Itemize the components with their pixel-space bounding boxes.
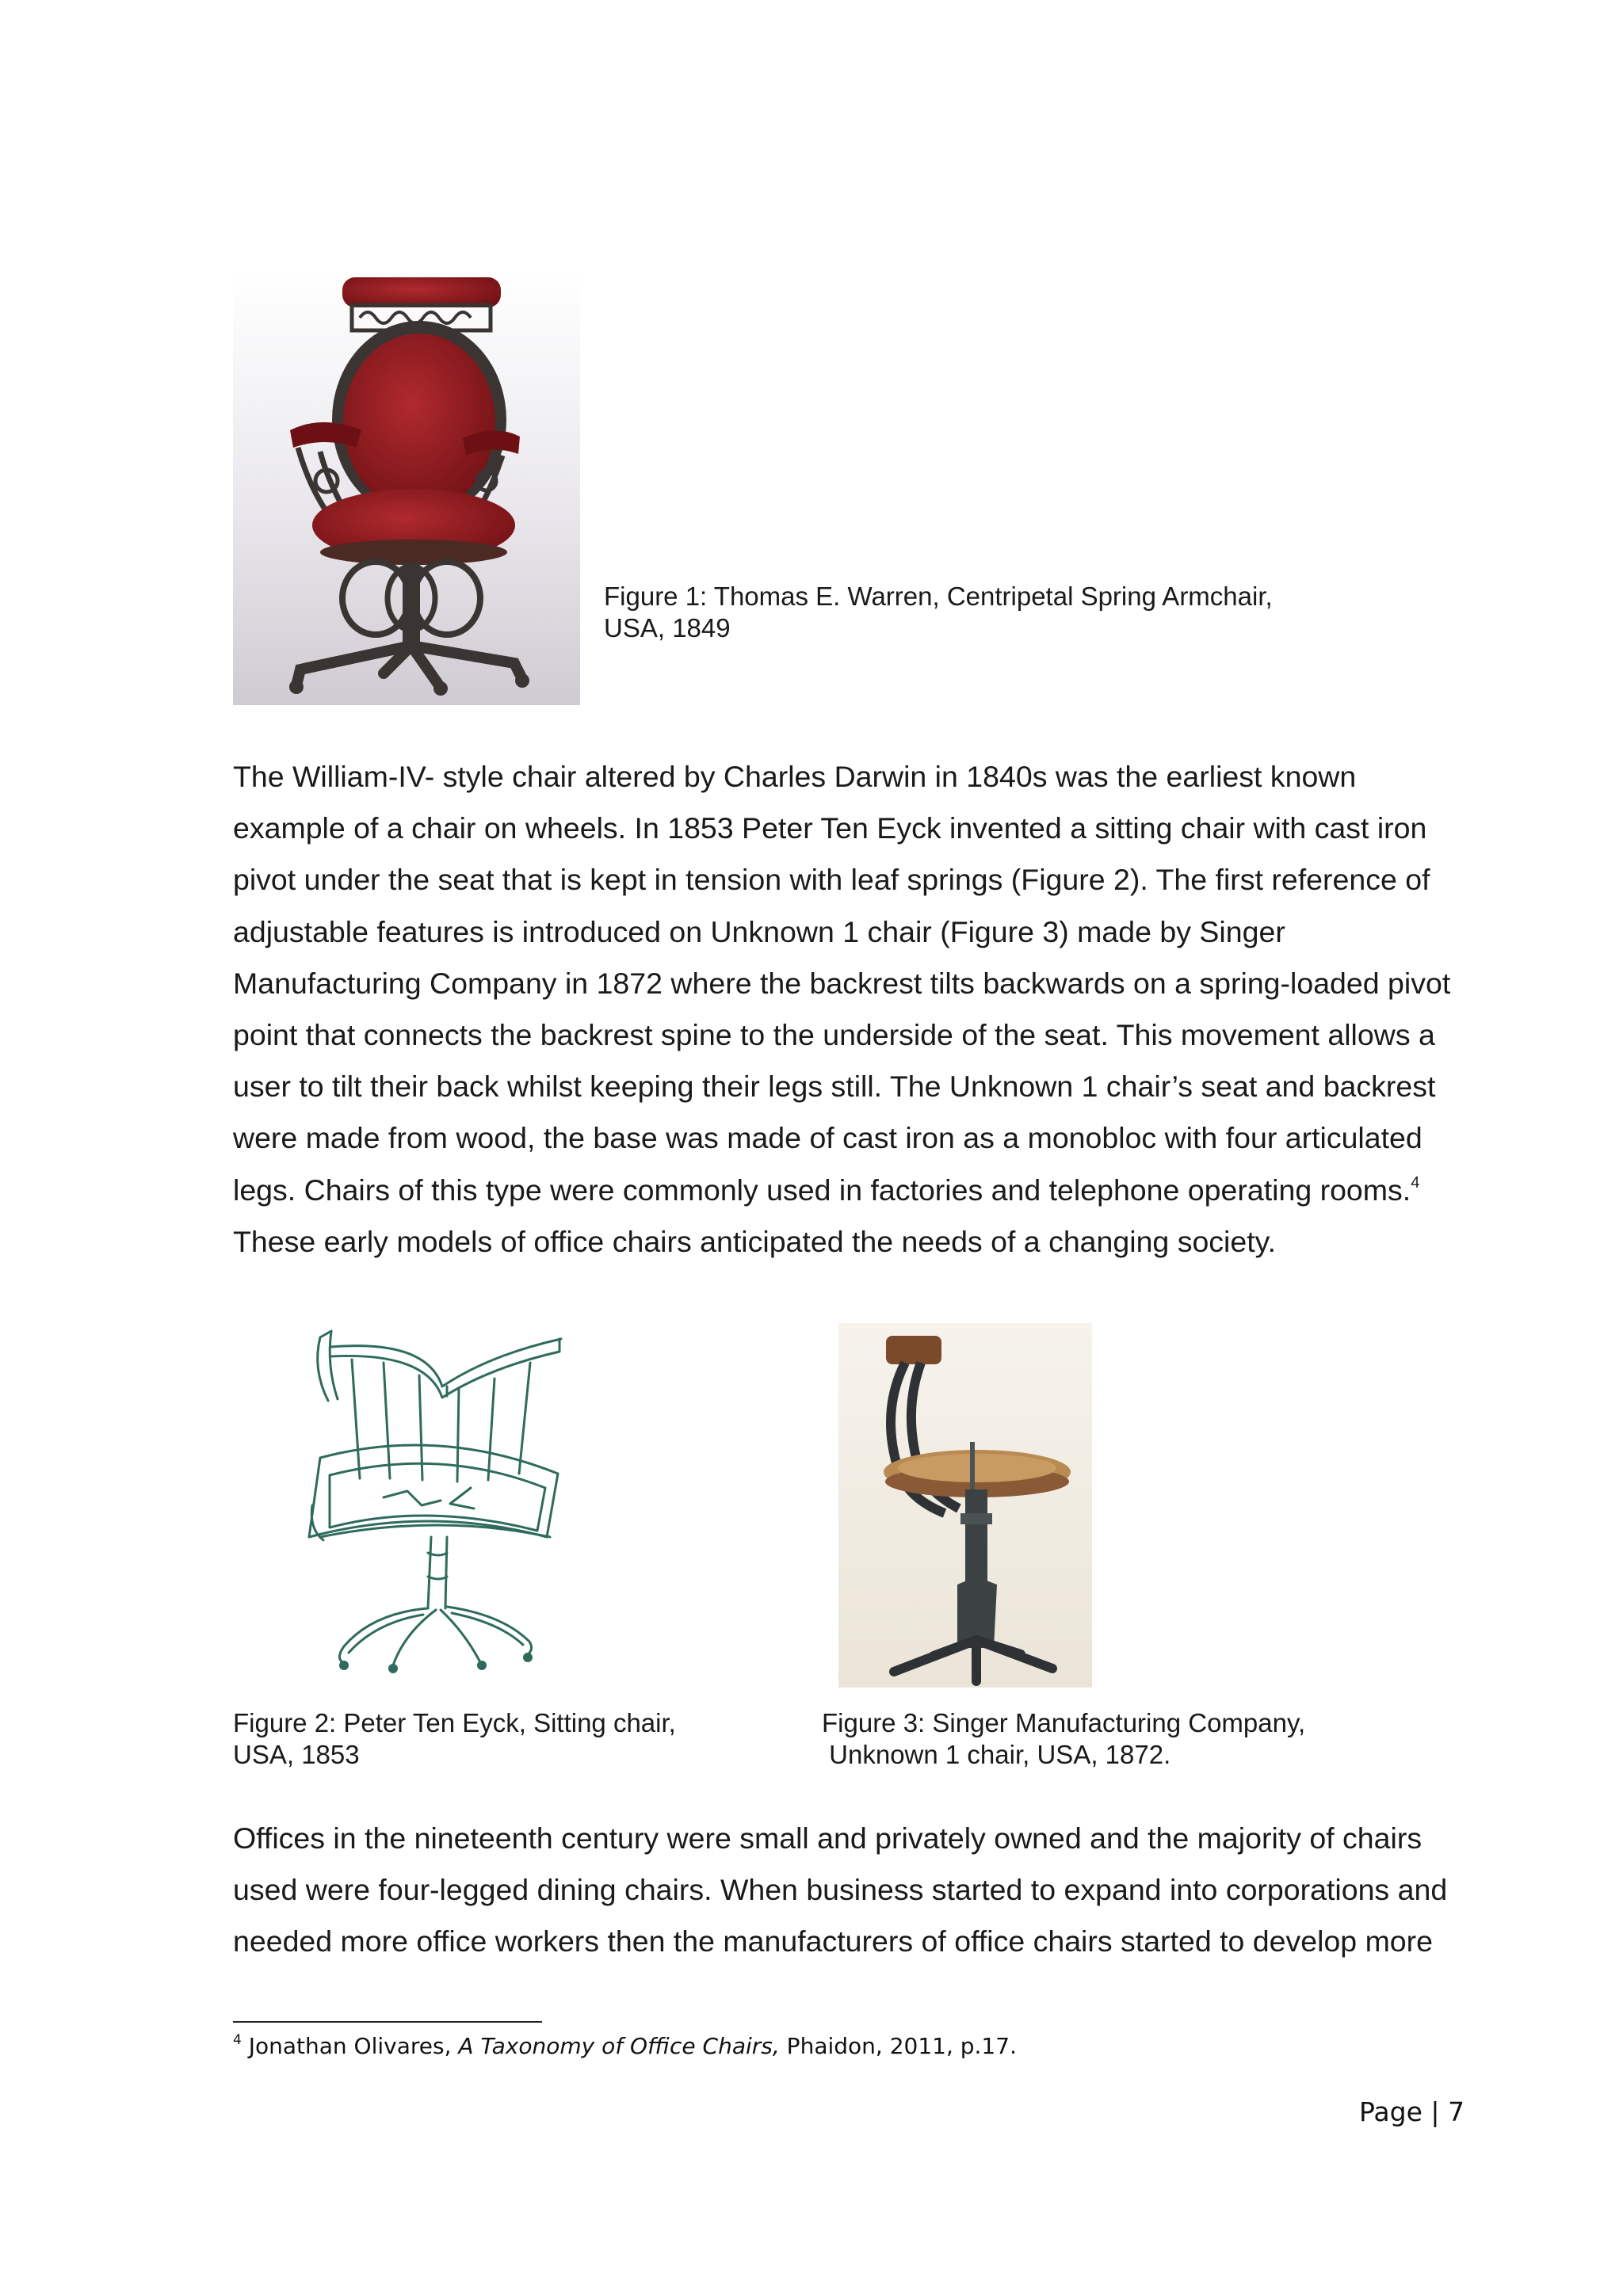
page-number-value: 7 — [1448, 2096, 1465, 2127]
footnote — [233, 2033, 1017, 2059]
figure-1-image — [233, 273, 580, 705]
figure-3-image — [838, 1323, 1092, 1688]
footnote-publisher: Phaidon, 2011, p.17. — [779, 2033, 1017, 2059]
paragraph-1-line: adjustable features is introduced on Unknown 1 chair (Figure 3) made by Singer — [233, 914, 1285, 948]
figure-2-caption — [233, 1707, 676, 1771]
paragraph-1-line-text: legs. Chairs of this type were commonly used in factories and telephone operating rooms. — [233, 1173, 1411, 1207]
paragraph-1-line: user to tilt their back whilst keeping their legs still. The Unknown 1 chair’s seat and backrest — [233, 1070, 1436, 1104]
paragraph-2-line: Offices in the nineteenth century were small and privately owned and the majority of chairs — [233, 1821, 1423, 1855]
figure-1-caption-line-1: Figure 1: Thomas E. Warren, Centripetal Spring Armchair, — [604, 582, 1273, 611]
figure-3-caption — [822, 1707, 1305, 1771]
figure-2-caption-line-2: USA, 1853 — [233, 1740, 360, 1769]
figure-2-caption-line-1: Figure 2: Peter Ten Eyck, Sitting chair, — [233, 1708, 676, 1737]
paragraph-1-line-with-footnote — [233, 1165, 1485, 1216]
paragraph-1-line: were made from wood, the base was made of cast iron as a monobloc with four articulated — [233, 1121, 1423, 1155]
paragraph-2-line: used were four-legged dining chairs. When business started to expand into corporations and — [233, 1873, 1448, 1907]
body-paragraph-2 — [233, 1813, 1485, 1968]
footnote-reference[interactable]: 4 — [1411, 1173, 1420, 1192]
paragraph-1-line: Manufacturing Company in 1872 where the backrest tilts backwards on a spring-loaded pivot — [233, 966, 1451, 1000]
body-paragraph-1 — [233, 751, 1485, 1268]
footnote-author: Jonathan Olivares, — [248, 2033, 459, 2059]
paragraph-1-line: point that connects the backrest spine to the underside of the seat. This movement allows a — [233, 1017, 1435, 1051]
footnote-separator — [233, 2021, 542, 2023]
footnote-book-title: A Taxonomy of Office Chairs, — [458, 2033, 780, 2059]
paragraph-1-line: example of a chair on wheels. In 1853 Peter Ten Eyck invented a sitting chair with cast iron — [233, 811, 1427, 845]
page-separator: | — [1430, 2096, 1440, 2127]
figure-3-caption-line-1: Figure 3: Singer Manufacturing Company, — [822, 1708, 1306, 1737]
paragraph-1-line: pivot under the seat that is kept in tension with leaf springs (Figure 2). The first reference of — [233, 863, 1430, 897]
paragraph-2-line: needed more office workers then the manufacturers of office chairs started to develop more — [233, 1924, 1434, 1958]
footnote-number: 4 — [233, 2032, 242, 2048]
paragraph-1-line: The William-IV- style chair altered by Charles Darwin in 1840s was the earliest known — [233, 760, 1357, 793]
figure-1-caption-line-2: USA, 1849 — [604, 613, 731, 643]
page-number — [1359, 2096, 1465, 2127]
figure-1-caption — [604, 581, 1273, 644]
page-label: Page — [1358, 2096, 1423, 2127]
figure-2-image — [233, 1299, 605, 1680]
figure-3-caption-line-2: Unknown 1 chair, USA, 1872. — [822, 1740, 1171, 1769]
paragraph-1-line: These early models of office chairs anticipated the needs of a changing society. — [233, 1224, 1277, 1258]
